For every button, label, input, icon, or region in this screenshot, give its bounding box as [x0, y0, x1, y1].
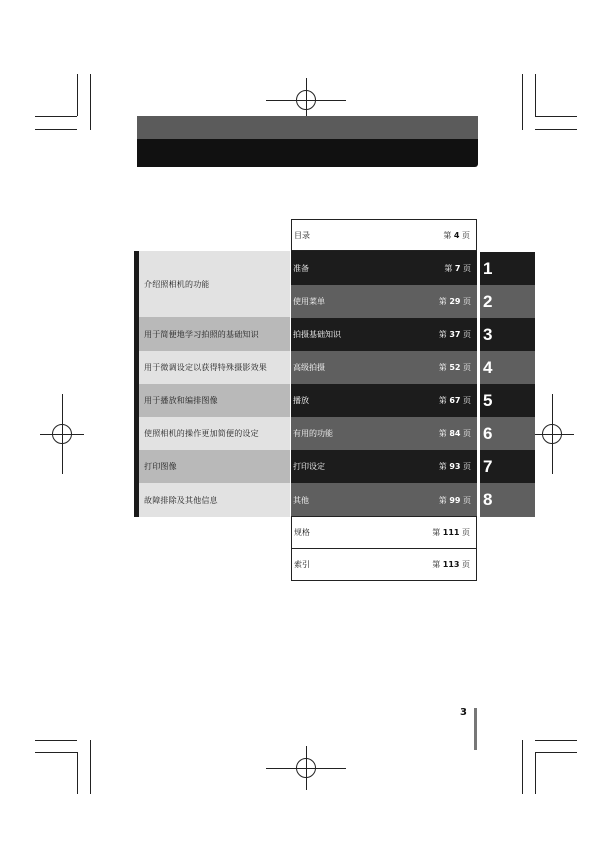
chapter-title: 其他 [293, 495, 309, 505]
chapter-number-tab[interactable]: 8 [480, 483, 535, 517]
crop-mark [535, 752, 577, 753]
chapter-number-tab[interactable]: 2 [480, 285, 535, 318]
chapter-page: 第 29 页 [438, 297, 471, 306]
crop-mark [522, 74, 523, 130]
chapter-row[interactable] [291, 450, 477, 483]
appendix-title: 索引 [294, 560, 310, 569]
chapter-row[interactable] [291, 251, 477, 285]
crop-mark [535, 740, 577, 741]
chapter-row[interactable] [291, 351, 477, 384]
chapter-page: 第 67 页 [438, 396, 471, 405]
chapter-title: 使用菜单 [293, 297, 325, 306]
chapter-number-tab[interactable]: 7 [480, 450, 535, 483]
chapter-title: 高级拍摄 [293, 363, 325, 372]
chapter-page: 第 52 页 [438, 363, 471, 372]
left-label: 使照相机的操作更加简便的设定 [139, 417, 290, 450]
header-band-light [137, 116, 478, 139]
toc-header-page: 第 4 页 [443, 230, 470, 240]
crop-mark [535, 74, 536, 116]
crop-mark [35, 740, 77, 741]
appendix-page: 第 111 页 [432, 528, 470, 537]
page-number-bar [474, 708, 477, 750]
crop-mark [35, 129, 77, 130]
chapter-row[interactable] [291, 384, 477, 417]
chapter-title: 打印设定 [293, 462, 325, 471]
chapter-page: 第 7 页 [444, 263, 471, 273]
chapter-title: 有用的功能 [293, 429, 333, 438]
appendix-row[interactable] [291, 548, 477, 581]
chapter-number-tab[interactable]: 4 [480, 351, 535, 384]
page-number: 3 [460, 707, 467, 718]
toc-header-label: 目录 [294, 230, 310, 240]
chapter-row[interactable] [291, 483, 477, 517]
toc-header-row[interactable] [291, 219, 477, 251]
registration-mark [296, 758, 316, 778]
chapter-number-tab[interactable]: 6 [480, 417, 535, 450]
crop-mark [535, 116, 577, 117]
header-band-dark [137, 139, 478, 167]
left-label: 打印图像 [139, 450, 290, 483]
crop-mark [90, 74, 91, 130]
chapter-number-tab[interactable]: 5 [480, 384, 535, 417]
registration-mark [296, 90, 316, 110]
appendix-page: 第 113 页 [432, 560, 470, 569]
chapter-number-tab[interactable]: 3 [480, 318, 535, 351]
chapter-title: 准备 [293, 263, 309, 273]
chapter-page: 第 93 页 [438, 462, 471, 471]
left-label: 介绍照相机的功能 [139, 251, 290, 317]
left-label: 用于简便地学习拍照的基础知识 [139, 317, 290, 351]
chapter-page: 第 84 页 [438, 429, 471, 438]
crop-mark [77, 74, 78, 116]
crop-mark [77, 752, 78, 794]
registration-mark [542, 424, 562, 444]
registration-mark [52, 424, 72, 444]
left-label: 故障排除及其他信息 [139, 483, 290, 517]
chapter-row[interactable] [291, 318, 477, 351]
chapter-row[interactable] [291, 285, 477, 318]
crop-mark [90, 740, 91, 794]
crop-mark [522, 740, 523, 794]
chapter-title: 拍摄基础知识 [293, 330, 341, 339]
chapter-title: 播放 [293, 396, 309, 405]
chapter-page: 第 99 页 [438, 495, 471, 505]
appendix-row[interactable] [291, 516, 477, 549]
left-label: 用于微调设定以获得特殊摄影效果 [139, 351, 290, 384]
crop-mark [535, 752, 536, 794]
crop-mark [535, 129, 577, 130]
appendix-title: 规格 [294, 528, 310, 537]
chapter-row[interactable] [291, 417, 477, 450]
chapter-page: 第 37 页 [438, 330, 471, 339]
crop-mark [35, 752, 77, 753]
crop-mark [35, 116, 77, 117]
chapter-number-tab[interactable]: 1 [480, 252, 535, 285]
left-label: 用于播放和编排图像 [139, 384, 290, 417]
